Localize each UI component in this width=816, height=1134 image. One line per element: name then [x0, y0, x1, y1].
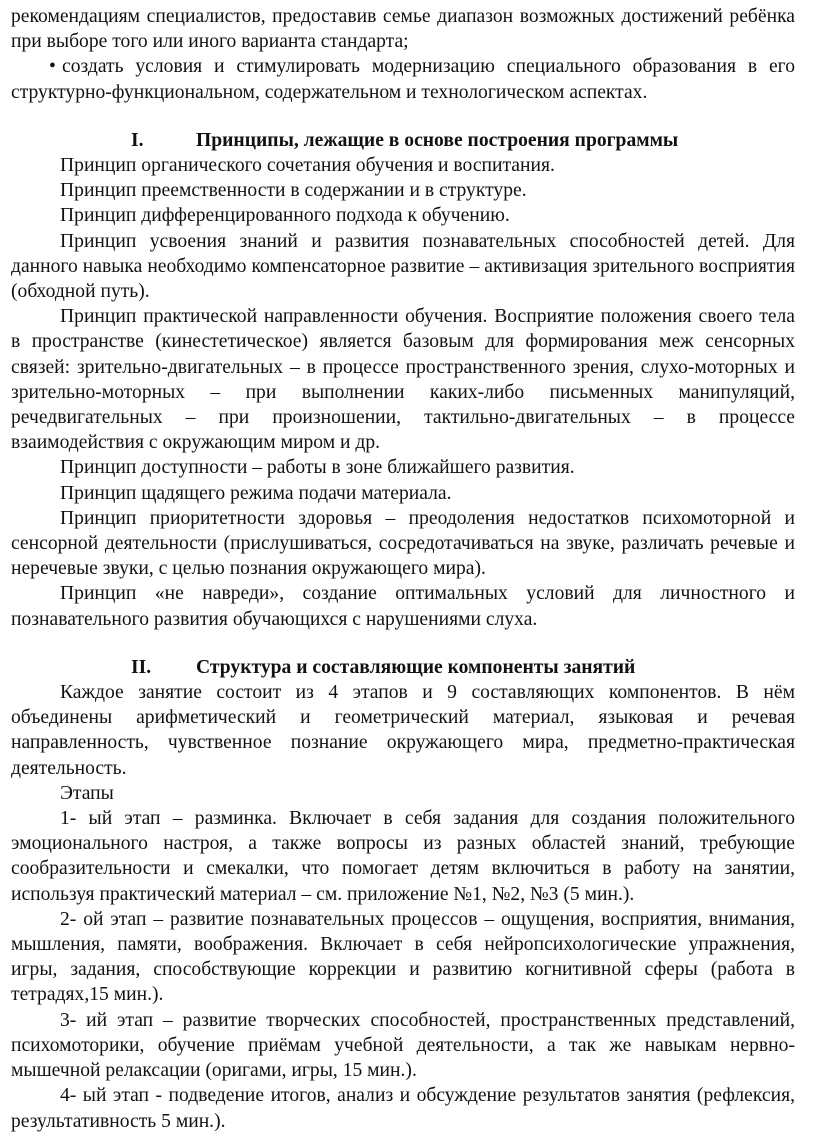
- section2-paragraph: 4- ый этап - подведение итогов, анализ и обсуждение результатов занятия (рефлексия, результативность 5 мин.).: [11, 1085, 795, 1132]
- section1-paragraph: Принцип практической направленности обучения. Восприятие положения своего тела в пространстве (кинестетическое) является базовым для формирования меж сенсорных связей: зрительно-двигательных – в процессе пространственного зрения, слухо-моторных и зрительно-моторных – при выполнении каких-либо письменных манипуляций, речедвигательных – при произношении, тактильно-двигательных – в процессе взаимодействия с окружающим миром и др.: [11, 306, 795, 454]
- section2-paragraph: 1- ый этап – разминка. Включает в себя задания для создания положительного эмоционального настроя, а также вопросы из разных областей знаний, требующие сообразительности и смекалки, что помогает детям включиться в работу на занятии, используя практический материал – см. приложение №1, №2, №3 (5 мин.).: [11, 808, 795, 905]
- section1-paragraph: Принцип щадящего режима подачи материала.: [60, 482, 452, 504]
- section1-title: Принципы, лежащие в основе построения программы: [196, 129, 679, 151]
- section2-paragraph: Этапы: [60, 782, 114, 804]
- section2-paragraph: 3- ий этап – развитие творческих способностей, пространственных представлений, психомоторики, обучение приёмам учебной деятельности, а так же навыкам нервно-мышечной релаксации (оригами, игры, 15 мин.).: [11, 1009, 795, 1082]
- intro-bullet-text: создать условия и стимулировать модернизацию специального образования в его структурно-функциональном, содержательном и технологическом аспектах.: [11, 56, 795, 103]
- section1-paragraph: Принцип доступности – работы в зоне ближайшего развития.: [60, 457, 575, 479]
- section1-paragraph: Принцип дифференцированного подхода к обучению.: [60, 205, 510, 227]
- section1-heading: [11, 128, 795, 153]
- section1-paragraph: Принцип приоритетности здоровья – преодоления недостатков психомоторной и сенсорной деятельности (прислушиваться, сосредотачиваться на звуке, различать речевые и неречевые звуки, с целью познания окружающего мира).: [11, 507, 795, 580]
- section1-paragraph: Принцип усвоения знаний и развития познавательных способностей детей. Для данного навыка необходимо компенсаторное развитие – активизация зрительного восприятия (обходной путь).: [11, 230, 795, 303]
- intro-continuation: рекомендациям специалистов, предоставив семье диапазон возможных достижений ребёнка при выборе того или иного варианта стандарта;: [11, 6, 795, 53]
- section2-heading: [11, 655, 795, 680]
- section1-paragraph: Принцип «не навреди», создание оптимальных условий для личностного и познавательного развития обучающихся с нарушениями слуха.: [11, 583, 795, 630]
- intro-bullet-item: [11, 54, 795, 104]
- spacer: [11, 105, 795, 128]
- section2-paragraph: 2- ой этап – развитие познавательных процессов – ощущения, восприятия, внимания, мышления, памяти, воображения. Включает в себя нейропсихологические упражнения, игры, задания, способствующие коррекции и развитию когнитивной сферы (работа в тетрадях,15 мин.).: [11, 908, 795, 1006]
- spacer: [11, 632, 795, 655]
- section1-number: I.: [131, 129, 144, 151]
- section1-paragraph: Принцип преемственности в содержании и в структуре.: [60, 180, 527, 202]
- bullet-icon: •: [49, 56, 56, 78]
- section2-number: II.: [131, 656, 152, 678]
- section1-paragraph: Принцип органического сочетания обучения и воспитания.: [60, 155, 555, 176]
- section2-paragraph: Каждое занятие состоит из 4 этапов и 9 составляющих компонентов. В нём объединены арифметический и геометрический материал, языковая и речевая направленность, чувственное познание окружающего мира, предметно-практическая деятельность.: [11, 682, 795, 779]
- section2-title: Структура и составляющие компоненты занятий: [196, 656, 636, 678]
- document-page: [11, 4, 795, 1134]
